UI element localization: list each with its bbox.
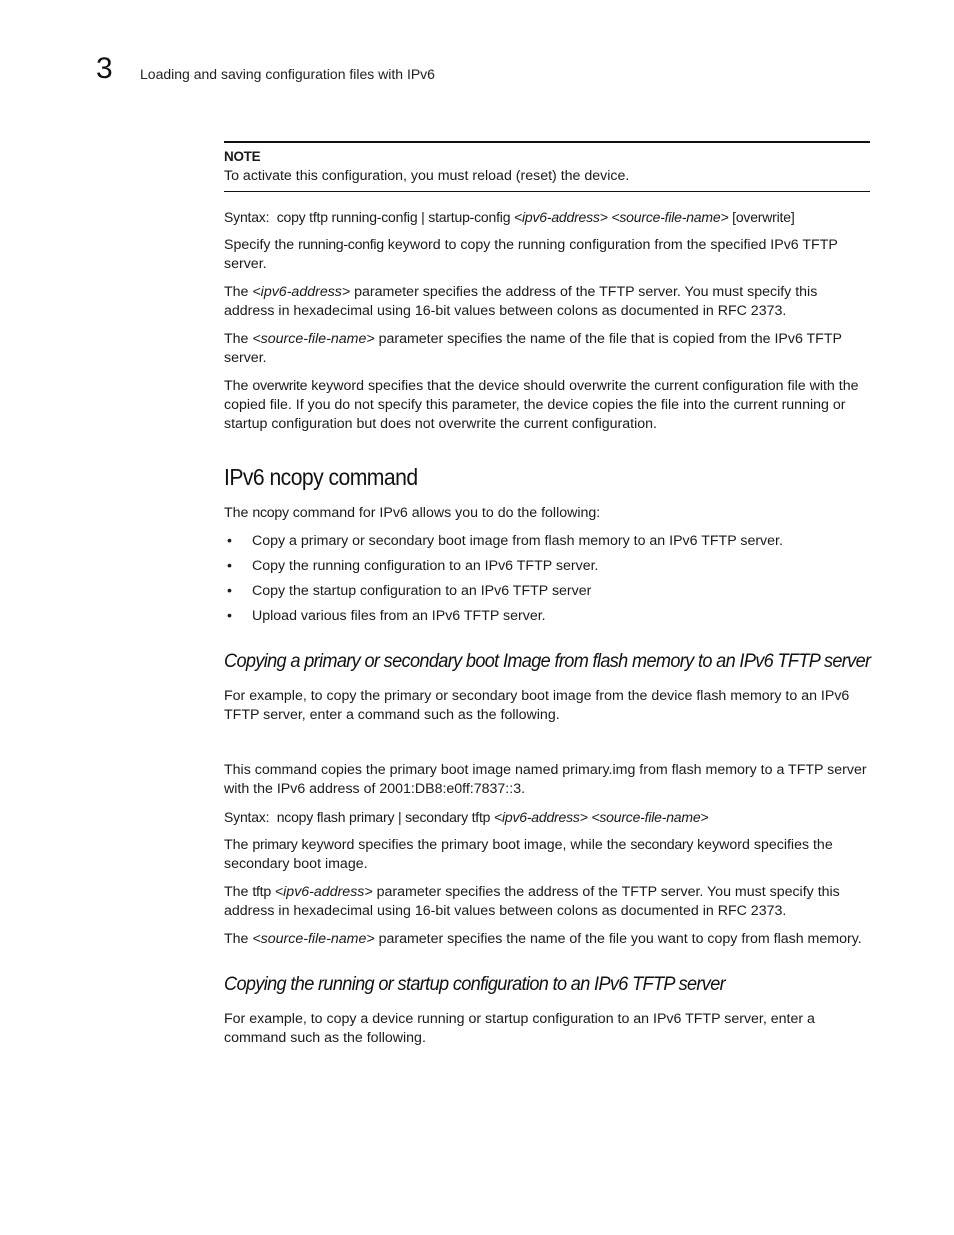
- para-ncopy-intro: [224, 504, 870, 523]
- keyword-overwrite: overwrite: [252, 378, 308, 394]
- page-body: [224, 141, 870, 1057]
- syntax-option: overwrite: [735, 209, 791, 225]
- para-boot-description: This command copies the primary boot image named primary.img from flash memory to a TFTP server with the IPv6 address of 2001:DB8:e0ff:7837::3.: [224, 762, 867, 797]
- syntax-arg-ipv6: <ipv6-address>: [493, 809, 588, 825]
- text: parameter specifies the name of the file you want to copy from flash memory.: [374, 931, 862, 947]
- arg-source-file-name: <source-file-name>: [252, 331, 375, 347]
- list-item: [224, 607, 870, 626]
- syntax-prefix: Syntax:: [224, 809, 270, 825]
- bullet-glyph: •: [227, 583, 232, 599]
- para-primary-secondary: [224, 836, 870, 874]
- text: parameter specifies the address of the TFTP server. You must specify this address in hexadecimal using 16-bit values between colons as documented in RFC 2373.: [224, 284, 818, 319]
- syntax-arg-source: <source-file-name>: [591, 809, 709, 825]
- keyword-secondary: secondary: [630, 837, 694, 853]
- syntax-separator: |: [397, 809, 402, 825]
- text: Specify the: [224, 237, 299, 253]
- syntax-command-alt: startup-config: [428, 209, 511, 225]
- note-label: NOTE: [224, 149, 261, 164]
- keyword-running-config: running-config: [298, 237, 384, 253]
- list-item-text: Copy a primary or secondary boot image from flash memory to an IPv6 TFTP server.: [252, 533, 783, 549]
- text: The: [224, 505, 253, 521]
- subsection-heading-running-startup: Copying the running or startup configuration to an IPv6 TFTP server: [224, 973, 726, 995]
- note-box: [224, 141, 870, 192]
- running-header-title: Loading and saving configuration files with IPv6: [140, 66, 435, 82]
- bullet-glyph: •: [227, 608, 232, 624]
- syntax-copy-tftp: [224, 208, 870, 227]
- syntax-ncopy-flash: [224, 808, 870, 827]
- bullet-glyph: •: [227, 558, 232, 574]
- para-running-config: [224, 236, 870, 274]
- para-tftp-address: [224, 883, 870, 921]
- para-boot-example: For example, to copy the primary or secondary boot image from the device flash memory to an IPv6 TFTP server, enter a command such as the following.: [224, 688, 850, 723]
- text: keyword specifies the primary boot image, while the: [297, 837, 631, 853]
- keyword-primary: primary: [252, 837, 298, 853]
- syntax-command: ncopy flash primary: [276, 809, 395, 825]
- syntax-arg-ipv6: <ipv6-address>: [514, 209, 608, 225]
- list-item: [224, 582, 870, 601]
- para-source-file-flash: [224, 930, 870, 949]
- text: keyword to copy the running configuration from the specified IPv6 TFTP server.: [224, 237, 838, 272]
- arg-ipv6-address: <ipv6-address>: [252, 284, 351, 300]
- list-item-text: Copy the running configuration to an IPv6 TFTP server.: [252, 558, 599, 574]
- syntax-command-alt: secondary tftp: [405, 809, 491, 825]
- text: parameter specifies the name of the file that is copied from the IPv6 TFTP server.: [224, 331, 842, 366]
- command-example-placeholder: [224, 734, 870, 761]
- syntax-bracket-open: [: [732, 209, 736, 225]
- list-item: [224, 557, 870, 576]
- para-overwrite: [224, 377, 870, 434]
- text: parameter specifies the address of the TFTP server. You must specify this address in hexadecimal using 16-bit values between colons as documented in RFC 2373.: [224, 884, 840, 919]
- arg-ipv6-address: <ipv6-address>: [274, 884, 373, 900]
- text: The: [224, 931, 253, 947]
- syntax-prefix: Syntax:: [224, 209, 270, 225]
- ncopy-bullet-list: [224, 532, 870, 626]
- text: command for IPv6 allows you to do the following:: [288, 505, 601, 521]
- section-heading-ncopy: IPv6 ncopy command: [224, 464, 418, 490]
- text: keyword specifies the secondary boot image.: [224, 837, 833, 872]
- syntax-command: copy tftp running-config: [276, 209, 418, 225]
- arg-source-file-name: <source-file-name>: [252, 931, 375, 947]
- subsection-heading-boot-image: Copying a primary or secondary boot Image from flash memory to an IPv6 TFTP server: [224, 650, 871, 672]
- syntax-arg-source: <source-file-name>: [611, 209, 729, 225]
- bullet-glyph: •: [227, 533, 232, 549]
- para-source-file: [224, 330, 870, 368]
- para-running-example: For example, to copy a device running or startup configuration to an IPv6 TFTP server, enter a command such as the following.: [224, 1011, 815, 1046]
- text: The: [224, 837, 253, 853]
- keyword-tftp: tftp: [252, 884, 271, 900]
- text: keyword specifies that the device should overwrite the current configuration file with the copied file. If you do not specify this parameter, the device copies the file into the current running or startup configuration but does not overwrite the current configuration.: [224, 378, 859, 432]
- text: The: [224, 378, 253, 394]
- para-ipv6-address: [224, 283, 870, 321]
- chapter-number: 3: [96, 52, 113, 85]
- keyword-ncopy: ncopy: [252, 505, 289, 521]
- list-item-text: Copy the startup configuration to an IPv6 TFTP server: [252, 583, 592, 599]
- note-text: To activate this configuration, you must reload (reset) the device.: [224, 168, 630, 184]
- text: The: [224, 884, 253, 900]
- list-item: [224, 532, 870, 551]
- syntax-separator: |: [421, 209, 425, 225]
- text: The: [224, 284, 253, 300]
- text: The: [224, 331, 253, 347]
- syntax-bracket-close: ]: [790, 209, 795, 225]
- list-item-text: Upload various files from an IPv6 TFTP server.: [252, 608, 546, 624]
